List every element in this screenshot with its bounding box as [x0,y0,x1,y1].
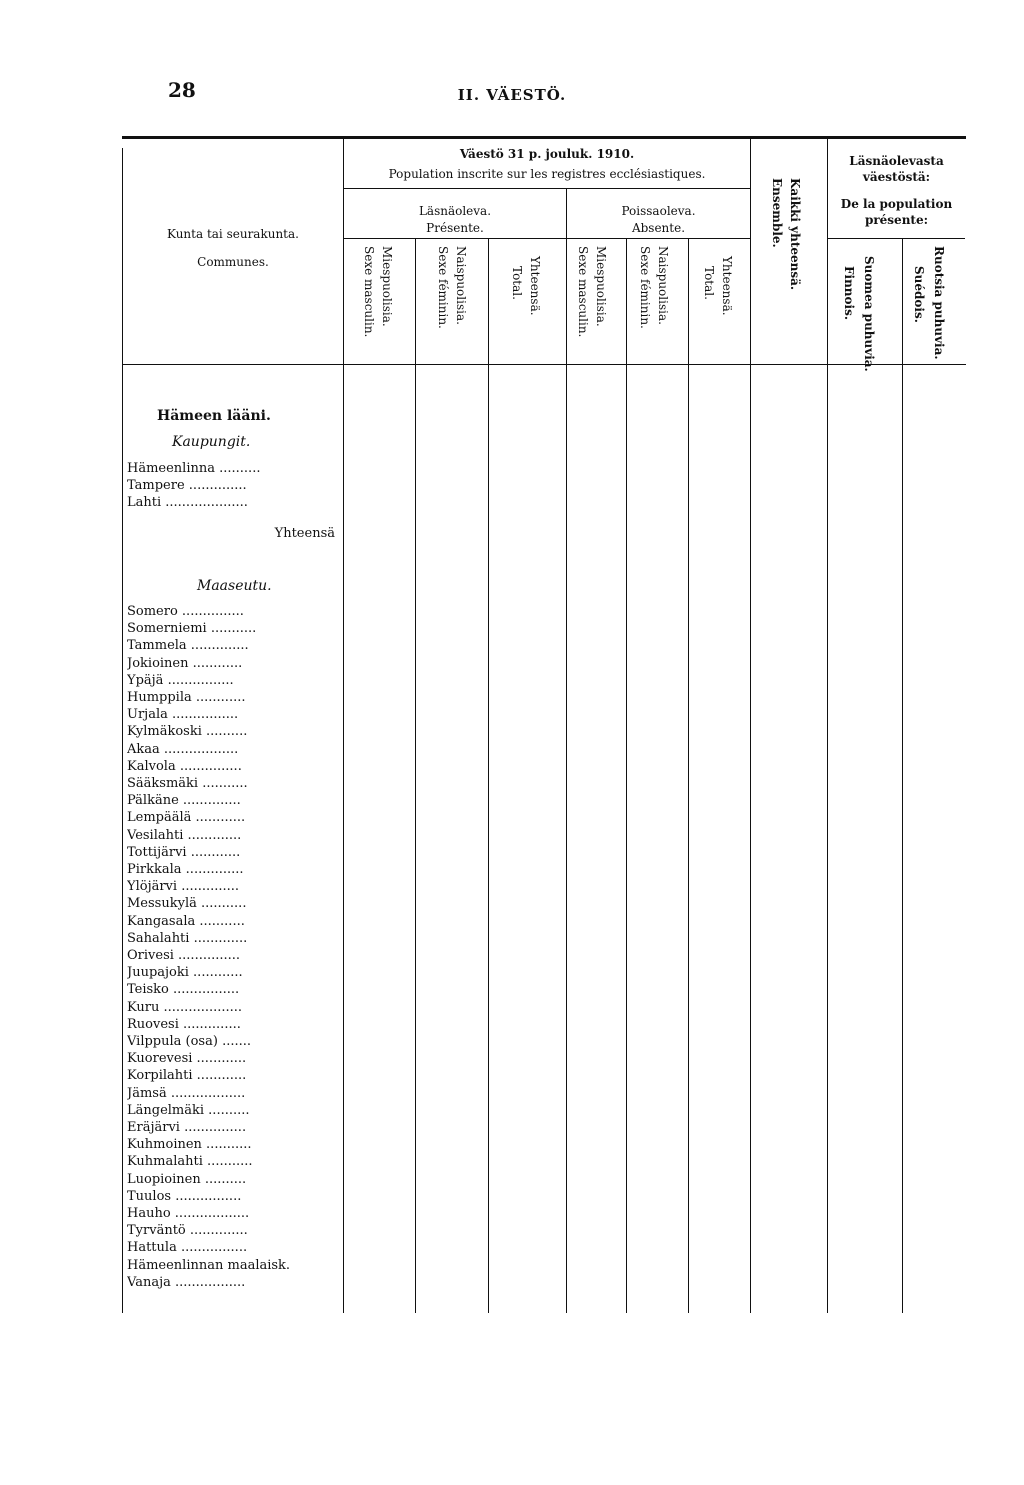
col-header-male-fi: Miespuolisia. [380,246,394,327]
commune-name-text: Humppila [127,690,192,705]
header-commune-fi: Kunta tai seurakunta. [167,227,299,241]
leader-dots: ........... [201,1137,252,1153]
col-header-absent-male-fi: Miespuolisia. [594,246,608,327]
commune-name [127,948,342,964]
population-header-rule [343,188,750,189]
leader-dots: .............. [181,862,244,877]
commune-name [127,931,342,947]
leader-dots: .................... [161,495,248,510]
leader-dots: ............... [179,1120,247,1135]
leader-dots: .................. [170,1206,250,1221]
leader-dots: ............... [177,604,244,619]
header-absent-fi: Poissaoleva. [621,204,696,218]
commune-name-text: Kuhmoinen [127,1137,202,1153]
col-header-absent-female-fi: Naispuolisia. [656,246,670,325]
commune-name-text: Tyrväntö [127,1223,186,1239]
commune-name-text: Lahti [127,495,162,510]
commune-name-text: Tampere [127,478,185,493]
commune-name-text: Orivesi [127,948,174,963]
leader-dots: ............ [192,1051,247,1067]
leader-dots: .......... [215,461,261,476]
commune-name [127,914,342,930]
col-header-ensemble-fi: Kaikki yhteensä. [788,178,802,291]
col-divider [827,138,828,1313]
section-towns: Kaupungit. [172,434,251,450]
commune-name-text: Sahalahti [127,930,190,946]
leader-dots: .............. [186,638,249,654]
commune-name-text: Tammela [127,638,187,654]
leader-dots: ................. [170,1274,246,1290]
commune-name [127,495,342,511]
commune-name-text: Vesilahti [127,827,184,843]
page-number: 28 [168,78,196,102]
commune-name [127,793,342,809]
col-header-ensemble-fr: Ensemble. [770,178,784,248]
commune-name-text: Luopioinen [127,1171,201,1187]
commune-name-text: Ruovesi [127,1016,179,1032]
header-absent-fr: Absente. [631,221,686,235]
col-header-absent-male-fr: Sexe masculin. [576,246,590,338]
col-header-total-fr: Total. [510,266,524,300]
commune-name [127,1172,342,1188]
leader-dots: ................ [167,707,239,723]
commune-name-text: Somerniemi [127,621,207,637]
commune-name [127,1068,342,1084]
col-divider [566,188,567,1313]
commune-name [127,656,342,672]
leader-dots: .......... [200,1171,247,1187]
leader-dots: ....... [217,1034,251,1049]
commune-name-text: Hämeenlinnan maalaisk. [127,1257,291,1273]
commune-name [127,478,342,494]
leader-dots: ................ [163,672,234,688]
commune-name-text: Akaa [127,741,160,757]
leader-dots: ........... [198,776,248,791]
commune-name-text: Kalvola [127,758,176,774]
col-divider [626,238,627,1313]
table-top-rule [122,136,966,139]
commune-name [127,1206,342,1222]
commune-name-text: Längelmäki [127,1102,205,1118]
commune-name [127,1223,342,1239]
leader-dots: .............. [177,879,240,895]
col-header-swedish-fi: Ruotsia puhuvia. [932,246,946,360]
commune-name [127,1051,342,1067]
section-province: Hämeen lääni. [157,408,271,424]
leader-dots: ............ [191,810,246,826]
commune-name-text: Kuorevesi [127,1051,193,1067]
commune-name-text: Ypäjä [127,672,164,688]
header-bottom-rule [122,364,966,365]
leader-dots: ............ [188,965,243,981]
leader-dots: .............. [178,793,241,809]
commune-name [127,673,342,689]
commune-name [127,759,342,775]
commune-name-text: Vanaja [127,1274,171,1290]
commune-name-text: Kangasala [127,913,196,929]
leader-dots: .............. [178,1016,241,1032]
leader-dots: .................. [166,1085,246,1101]
col-header-swedish-fr: Suédois. [912,266,926,323]
col-divider [343,138,344,1313]
commune-name-text: Teisko [127,982,169,998]
commune-name [127,1258,342,1274]
table-left-border [122,148,123,1313]
commune-name-text: Kuru [127,999,160,1015]
commune-name-text: Ylöjärvi [127,879,178,895]
commune-name-text: Pirkkala [127,862,182,877]
commune-name-text: Pälkäne [127,793,179,809]
col-header-female-fi: Naispuolisia. [454,246,468,325]
commune-name [127,1017,342,1033]
leader-dots: ................... [159,999,243,1015]
commune-name [127,1086,342,1102]
leader-dots: ........... [202,1154,253,1170]
commune-name [127,862,342,878]
commune-name-text: Kuhmalahti [127,1154,203,1170]
commune-name [127,1240,342,1256]
header-present-fi: Läsnäoleva. [418,204,492,218]
leader-dots: ............. [189,930,248,946]
commune-name [127,1189,342,1205]
col-divider [688,238,689,1313]
commune-name-text: Korpilahti [127,1068,193,1084]
col-header-female-fr: Sexe féminin. [436,246,450,329]
col-header-finnish-fr: Finnois. [842,266,856,321]
commune-name [127,982,342,998]
commune-name [127,965,342,981]
commune-name [127,724,342,740]
leader-dots: ........... [195,913,245,929]
leader-dots: ............. [183,827,242,843]
leader-dots: .......... [204,1102,250,1118]
leader-dots: ................ [176,1240,248,1256]
commune-name [127,776,342,792]
leader-dots: ........... [206,621,257,637]
commune-name-text: Lempäälä [127,810,192,826]
leader-dots: ............... [173,948,241,963]
commune-name [127,1000,342,1016]
towns-total-label: Yhteensä [274,526,335,541]
page-title: II. VÄESTÖ. [457,86,567,104]
commune-name-text: Hauho [127,1206,171,1221]
header-commune-fr: Communes. [197,255,269,269]
commune-name [127,638,342,654]
leader-dots: .............. [184,478,247,493]
commune-name [127,1034,342,1050]
commune-name [127,604,342,620]
commune-name-text: Hämeenlinna [127,461,215,476]
leader-dots: .................. [159,741,239,757]
commune-name-text: Messukylä [127,896,197,912]
commune-name-text: Sääksmäki [127,776,199,791]
commune-name [127,879,342,895]
commune-name [127,707,342,723]
commune-name-text: Jämsä [127,1085,167,1101]
commune-name [127,896,342,912]
commune-name-text: Juupajoki [127,965,189,981]
commune-name [127,1275,342,1291]
commune-name-text: Kylmäkoski [127,724,202,740]
commune-name-text: Jokioinen [127,655,189,671]
header-population-fr: Population inscrite sur les registres ecclésiastiques. [388,167,706,181]
col-header-absent-total-fr: Total. [702,266,716,300]
leader-dots: .............. [185,1223,248,1239]
col-divider [415,238,416,1313]
commune-name [127,828,342,844]
header-language-fr: De la population présente: [840,197,953,227]
col-divider [750,138,751,1313]
header-population-fi: Väestö 31 p. jouluk. 1910. [459,147,635,161]
leader-dots: ................ [168,982,240,998]
commune-name-text: Vilppula (osa) [127,1034,218,1049]
commune-name [127,461,342,477]
col-divider [488,238,489,1313]
col-header-absent-female-fr: Sexe féminin. [638,246,652,329]
commune-name-text: Somero [127,604,178,619]
leader-dots: ............ [188,655,243,671]
commune-name-text: Eräjärvi [127,1120,180,1135]
commune-name [127,690,342,706]
leader-dots: ............... [175,758,242,774]
commune-name [127,1120,342,1136]
leader-dots: ............ [191,690,246,705]
section-rural: Maaseutu. [197,578,272,594]
leader-dots: ............ [192,1068,247,1084]
col-header-male-fr: Sexe masculin. [362,246,376,338]
commune-name [127,810,342,826]
commune-name-text: Urjala [127,707,168,723]
leader-dots: ........... [196,896,247,912]
commune-name [127,845,342,861]
leader-dots: .......... [201,724,248,740]
commune-name [127,1137,342,1153]
commune-name [127,1103,342,1119]
header-present-fr: Présente. [426,221,484,235]
header-language-fi: Läsnäolevasta väestöstä: [849,154,944,184]
commune-name-text: Tottijärvi [127,844,187,860]
col-header-absent-total-fi: Yhteensä. [720,256,734,316]
commune-name [127,742,342,758]
language-header-rule [827,238,965,239]
leader-dots: ................ [171,1188,242,1204]
col-divider [902,238,903,1313]
col-header-total-fi: Yhteensä. [528,256,542,316]
col-header-finnish-fi: Suomea puhuvia. [862,256,876,372]
leader-dots: ............ [186,844,241,860]
commune-name-text: Hattula [127,1240,177,1256]
commune-name [127,621,342,637]
commune-name-text: Tuulos [127,1188,172,1204]
commune-name [127,1154,342,1170]
